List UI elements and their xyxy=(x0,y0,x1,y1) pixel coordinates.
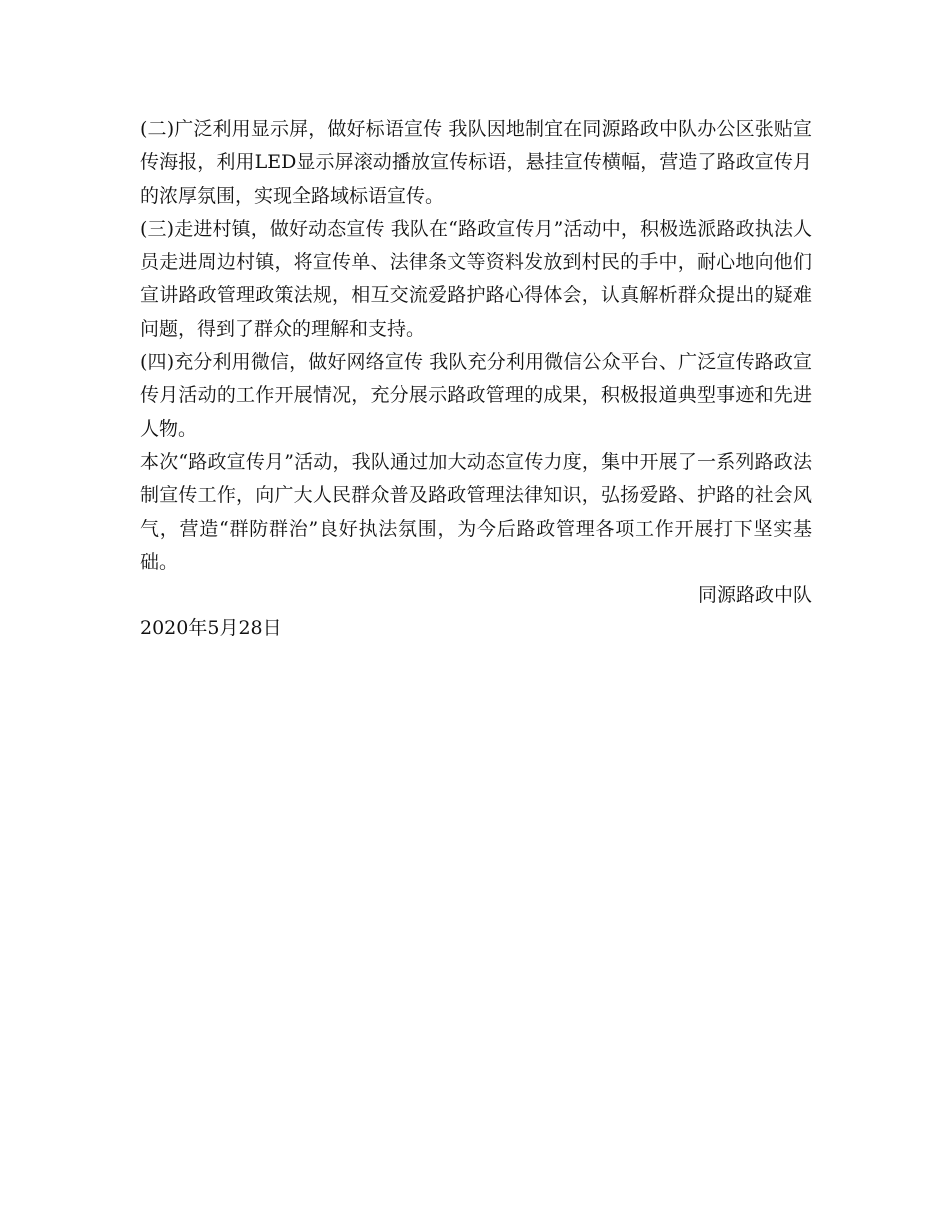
paragraph-village-outreach: (三)走进村镇，做好动态宣传 我队在“路政宣传月”活动中，积极选派路政执法人员走进周边村镇，将宣传单、法律条文等资料发放到村民的手中，耐心地向他们宣讲路政管理政策法规，相互交流爱路护路心得体会，认真解析群众提出的疑难问题，得到了群众的理解和支持。 xyxy=(140,217,812,340)
signature: 同源路政中队 xyxy=(697,584,812,607)
document-date: 2020年5月28日 xyxy=(140,617,282,640)
document-page xyxy=(140,113,812,646)
paragraph-summary: 本次“路政宣传月”活动，我队通过加大动态宣传力度，集中开展了一系列路政法制宣传工作，向广大人民群众普及路政管理法律知识，弘扬爱路、护路的社会风气，营造“群防群治”良好执法氛围，为今后路政管理各项工作开展打下坚实基础。 xyxy=(140,450,812,573)
paragraph-display-screen: (二)广泛利用显示屏，做好标语宣传 我队因地制宜在同源路政中队办公区张贴宣传海报，利用LED显示屏滚动播放宣传标语，悬挂宣传横幅，营造了路政宣传月的浓厚氛围，实现全路域标语宣传。 xyxy=(140,118,812,207)
paragraph-wechat: (四)充分利用微信，做好网络宣传 我队充分利用微信公众平台、广泛宣传路政宣传月活动的工作开展情况，充分展示路政管理的成果，积极报道典型事迹和先进人物。 xyxy=(140,351,812,440)
